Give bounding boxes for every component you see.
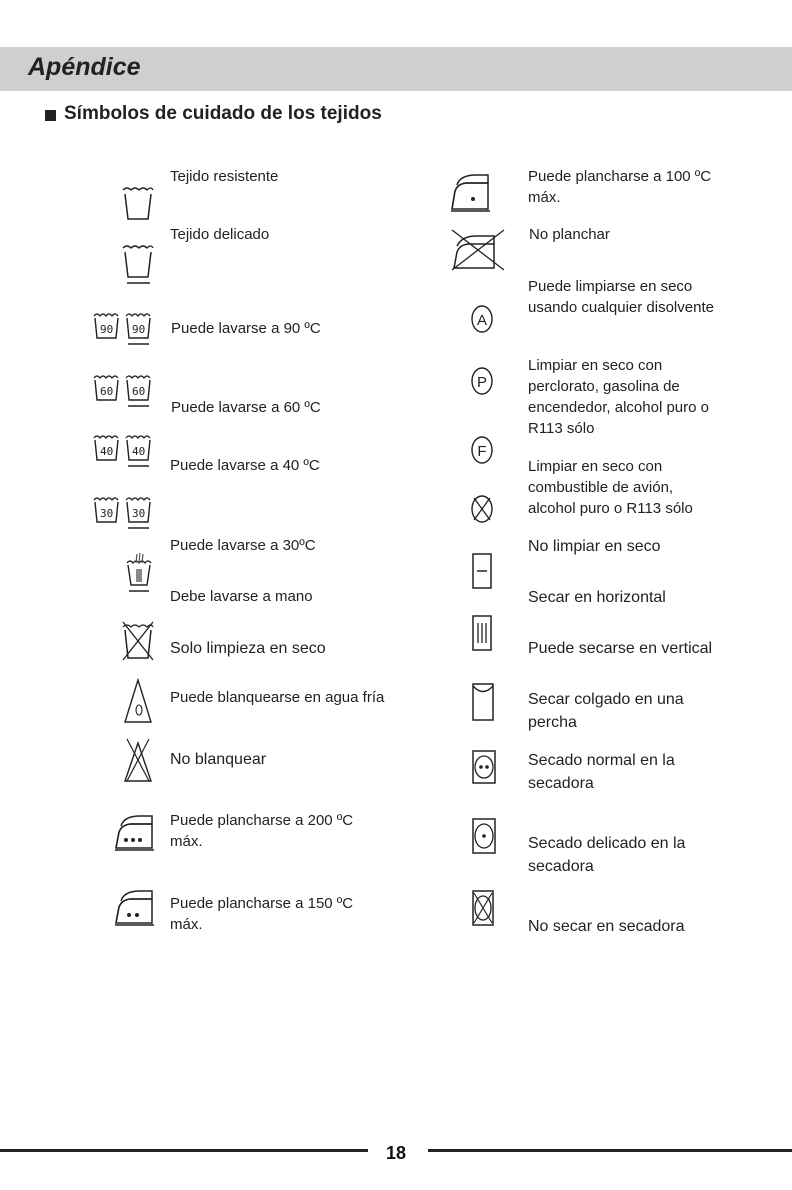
label-secado-normal: Secado normal en la secadora <box>528 752 675 792</box>
label-limpiar-perclorato: Limpiar en seco con perclorato, gasolina de encendedor, alcohol puro o R113 sólo <box>528 357 709 437</box>
wash-tub-icon <box>122 182 154 227</box>
section-bullet-icon <box>45 110 56 121</box>
label-no-planchar: No planchar <box>529 226 610 243</box>
label-lavar-mano: Debe lavarse a mano <box>170 588 313 605</box>
line-dry-icon <box>472 683 494 726</box>
label-lavar-90: Puede lavarse a 90 ºC <box>171 320 321 337</box>
bleach-cold-icon <box>124 678 152 729</box>
label-solo-limpieza-seco: Solo limpieza en seco <box>170 640 326 657</box>
section-title: Símbolos de cuidado de los tejidos <box>64 103 382 124</box>
label-no-blanquear: No blanquear <box>170 751 267 768</box>
wash-tub-delicate-icon <box>122 240 154 293</box>
svg-text:P: P <box>476 374 488 391</box>
hand-wash-icon <box>126 551 154 602</box>
tumble-dry-low-icon <box>472 818 496 859</box>
label-lavar-40: Puede lavarse a 40 ºC <box>170 457 320 474</box>
svg-text:60: 60 <box>132 385 146 398</box>
label-tejido-delicado: Tejido delicado <box>170 226 270 243</box>
wash-30-icon <box>93 494 155 539</box>
appendix-header <box>0 47 792 91</box>
do-not-wash-icon <box>122 620 154 667</box>
wash-60-icon <box>93 372 155 417</box>
tumble-dry-normal-icon <box>472 750 496 789</box>
label-lavar-60: Puede lavarse a 60 ºC <box>171 399 321 416</box>
wash-40-icon <box>93 432 155 477</box>
label-planchar-100: Puede plancharse a 100 ºC máx. <box>528 168 712 206</box>
label-secar-horizontal: Secar en horizontal <box>528 589 666 606</box>
iron-high-icon <box>114 812 158 857</box>
svg-text:A: A <box>476 312 488 329</box>
svg-text:60: 60 <box>100 385 114 398</box>
label-limpiar-combustible-avion: Limpiar en seco con combustible de avión, alcohol puro o R113 sólo <box>528 458 693 517</box>
dry-clean-p-icon <box>470 366 494 401</box>
drip-dry-icon <box>472 615 492 656</box>
svg-text:30: 30 <box>132 507 146 520</box>
svg-text:40: 40 <box>132 445 146 458</box>
svg-text:F: F <box>477 443 487 460</box>
label-secar-colgado: Secar colgado en una percha <box>528 691 684 731</box>
svg-text:40: 40 <box>100 445 114 458</box>
page-number: 18 <box>386 1143 407 1163</box>
dry-clean-f-icon <box>470 435 494 470</box>
do-not-bleach-icon <box>124 737 152 788</box>
label-secar-vertical: Puede secarse en vertical <box>528 640 713 657</box>
svg-text:30: 30 <box>100 507 114 520</box>
label-secado-delicado: Secado delicado en la secadora <box>528 835 686 875</box>
do-not-dry-clean-icon <box>470 493 494 530</box>
dry-clean-a-icon <box>470 304 494 339</box>
iron-low-icon <box>450 171 494 218</box>
label-no-secar-secadora: No secar en secadora <box>528 918 685 935</box>
label-lavar-30: Puede lavarse a 30ºC <box>170 537 316 554</box>
label-limpiar-cualquier-disolvente: Puede limpiarse en seco usando cualquier disolvente <box>528 278 714 316</box>
label-no-limpiar-seco: No limpiar en seco <box>528 538 661 555</box>
wash-90-icon <box>93 310 155 355</box>
do-not-tumble-dry-icon <box>472 890 494 931</box>
label-blanquear-agua-fria: Puede blanquearse en agua fría <box>170 689 385 706</box>
page-title: Apéndice <box>28 53 141 81</box>
footer-rule-left <box>0 1149 368 1152</box>
dry-flat-icon <box>472 553 492 594</box>
svg-text:90: 90 <box>132 323 146 336</box>
label-planchar-150: Puede plancharse a 150 ºC máx. <box>170 895 354 933</box>
footer-rule-right <box>428 1149 792 1152</box>
label-tejido-resistente: Tejido resistente <box>170 168 279 185</box>
label-planchar-200: Puede plancharse a 200 ºC máx. <box>170 812 354 850</box>
iron-medium-icon <box>114 887 158 932</box>
do-not-iron-icon <box>450 228 506 277</box>
svg-text:90: 90 <box>100 323 114 336</box>
